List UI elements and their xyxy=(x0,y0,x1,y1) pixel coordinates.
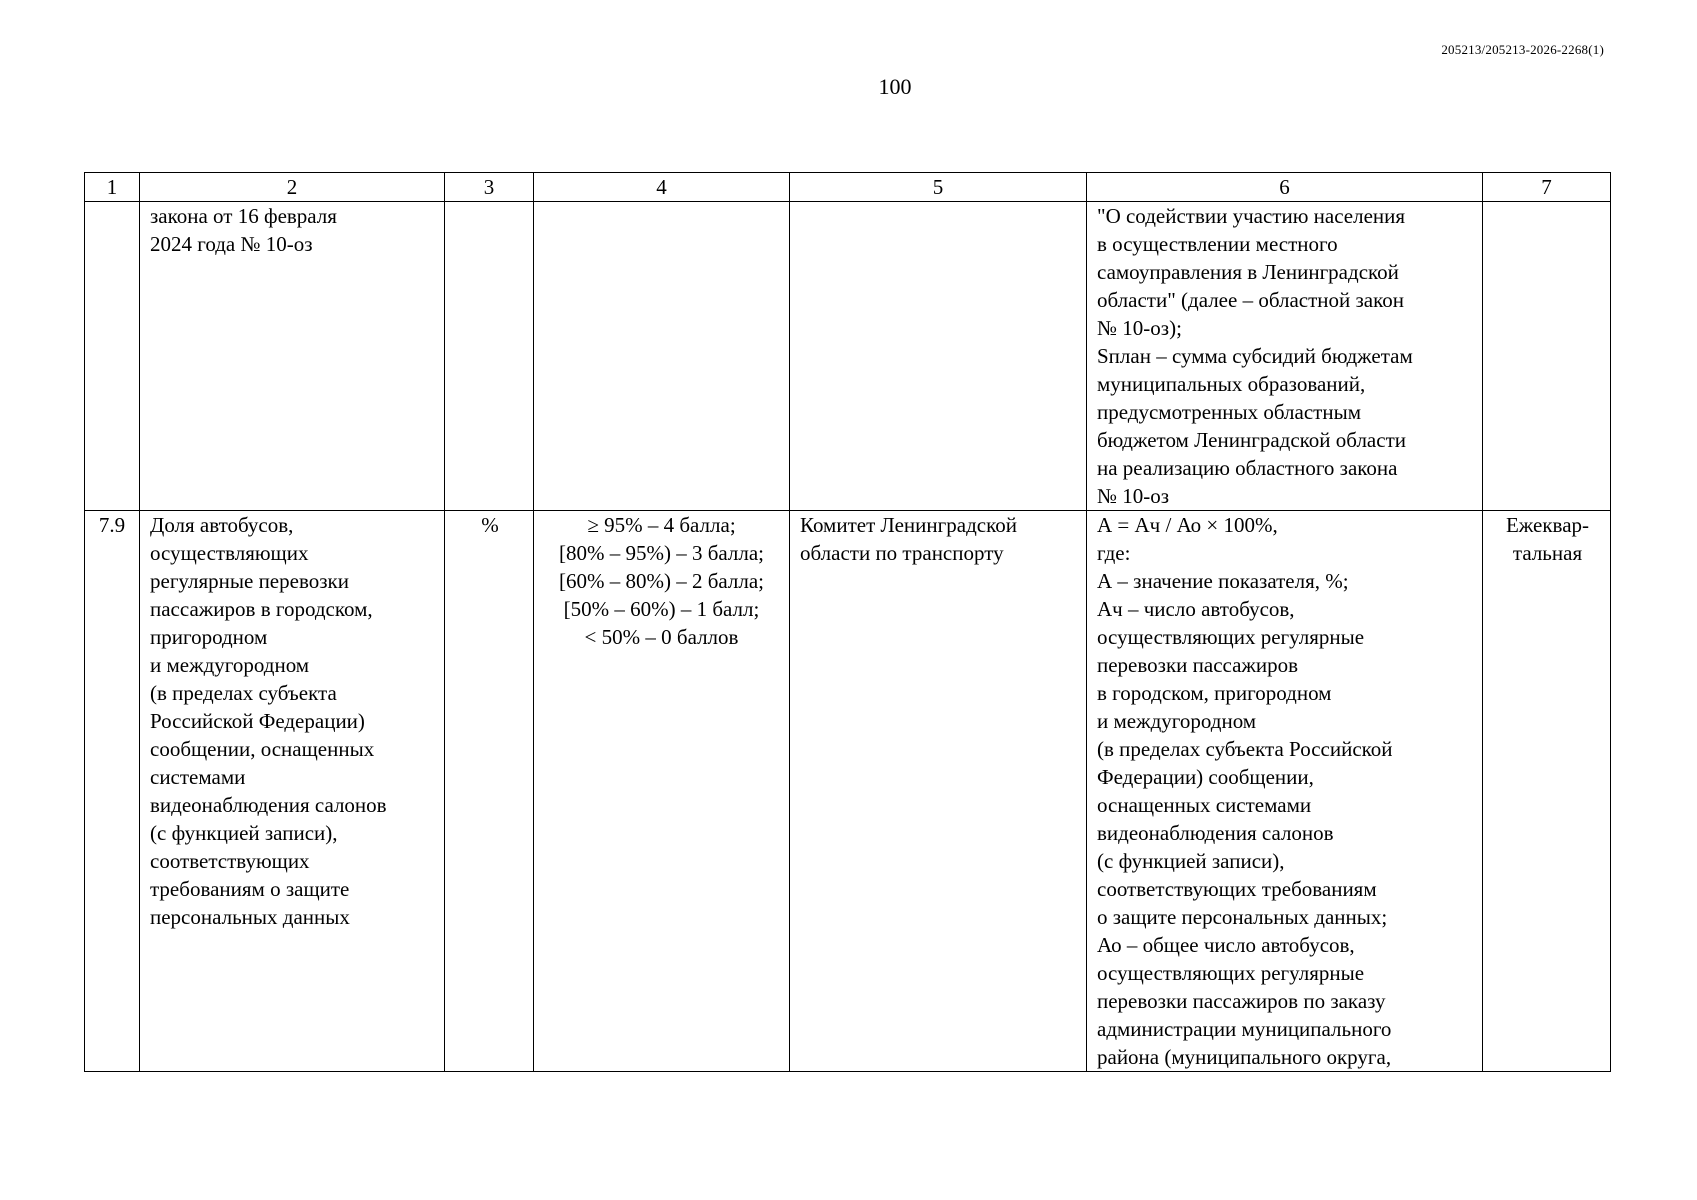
formula-cell: "О содействии участию населения в осуществлении местного самоуправления в Ленинградской области" (далее – областной закон № 10-оз); Sплан – сумма субсидий бюджетам муниципальных образований, предусмотренных областным бюджетом Ленинградской области на реализацию областного закона № 10-оз xyxy=(1087,202,1483,511)
indicator-name-cell: Доля автобусов, осуществляющих регулярные перевозки пассажиров в городском, пригородном и междугородном (в пределах субъекта Российской Федерации) сообщении, оснащенных системами видеонаблюдения салонов (с функцией записи), соответствующих требованиям о защите персональных данных xyxy=(140,511,445,1072)
column-header: 1 xyxy=(85,173,140,202)
periodicity-cell: Ежеквар- тальная xyxy=(1483,511,1611,1072)
column-header: 6 xyxy=(1087,173,1483,202)
indicator-name-cell: закона от 16 февраля 2024 года № 10-оз xyxy=(140,202,445,511)
column-header: 4 xyxy=(534,173,790,202)
periodicity-cell xyxy=(1483,202,1611,511)
column-header: 5 xyxy=(790,173,1087,202)
unit-cell: % xyxy=(445,511,534,1072)
row-number-cell: 7.9 xyxy=(85,511,140,1072)
indicators-table xyxy=(84,172,1611,1072)
table-row xyxy=(85,202,1611,511)
page-number: 100 xyxy=(878,74,912,99)
column-header: 7 xyxy=(1483,173,1611,202)
scoring-cell: ≥ 95% – 4 балла; [80% – 95%) – 3 балла; [60% – 80%) – 2 балла; [50% – 60%) – 1 балл; < 50% – 0 баллов xyxy=(534,511,790,1072)
scoring-cell xyxy=(534,202,790,511)
column-number-row xyxy=(85,173,1611,202)
document-code: 205213/205213-2026-2268(1) xyxy=(1441,42,1604,57)
column-header: 3 xyxy=(445,173,534,202)
unit-cell xyxy=(445,202,534,511)
responsible-cell xyxy=(790,202,1087,511)
formula-cell: А = Ач / Ао × 100%, где: А – значение показателя, %; Ач – число автобусов, осуществляющих регулярные перевозки пассажиров в городском, пригородном и междугородном (в пределах субъекта Российской Федерации) сообщении, оснащенных системами видеонаблюдения салонов (с функцией записи), соответствующих требованиям о защите персональных данных; Ао – общее число автобусов, осуществляющих регулярные перевозки пассажиров по заказу администрации муниципального района (муниципального округа, xyxy=(1087,511,1483,1072)
column-header: 2 xyxy=(140,173,445,202)
row-number-cell xyxy=(85,202,140,511)
table-row xyxy=(85,511,1611,1072)
responsible-cell: Комитет Ленинградской области по транспорту xyxy=(790,511,1087,1072)
